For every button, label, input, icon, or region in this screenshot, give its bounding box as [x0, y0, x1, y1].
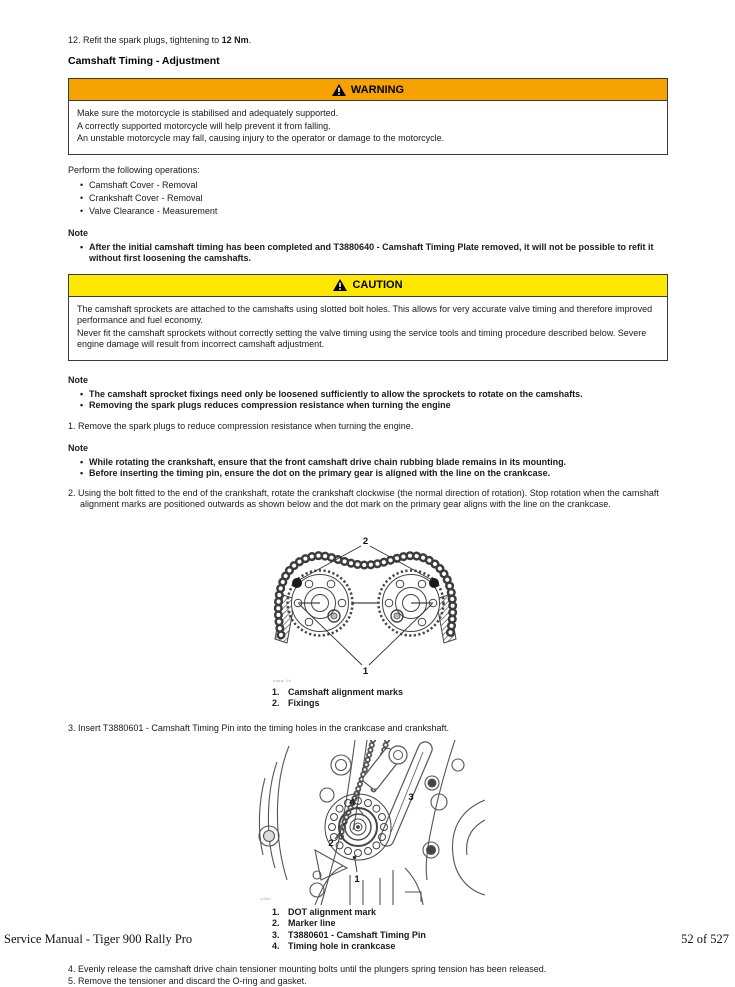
camshaft-sprockets-figure [273, 533, 458, 683]
figure2-code: cfwh [261, 895, 272, 901]
caution-body [69, 297, 667, 360]
manual-page-content [68, 34, 668, 987]
note2-item-2: • Removing the spark plugs reduces compression resistance when turning the engine [80, 400, 668, 412]
step-4-number: 4. [68, 963, 76, 974]
perform-intro: Perform the following operations: [68, 164, 200, 175]
note1-label: Note [68, 227, 88, 238]
caution-box [68, 274, 668, 361]
note2-item-1: • The camshaft sprocket fixings need only be loosened sufficiently to allow the sprockets to rotate on the camshafts. [80, 389, 668, 401]
step-12-text: Refit the spark plugs, tightening to [80, 35, 222, 45]
callout-3-timing-pin: 3 [408, 791, 414, 803]
timing-pin-diagram [255, 740, 485, 905]
warning-header [69, 79, 667, 101]
callout-1-dot-mark: 1 [354, 873, 360, 885]
legend-row [272, 930, 668, 942]
warning-text-2: A correctly supported motorcycle will help prevent it from falling. [77, 120, 331, 131]
legend-row [272, 687, 668, 699]
crankcase-outline [259, 740, 485, 905]
callout-2-marker-line: 2 [328, 837, 334, 849]
step-1-text: Remove the spark plugs to reduce compression resistance when turning the engine. [75, 420, 414, 431]
operations-list [68, 179, 668, 218]
legend-row [272, 918, 668, 930]
camshaft-sprockets-diagram [273, 533, 458, 675]
operation-item-crankshaft-cover: • Crankshaft Cover - Removal [80, 192, 668, 205]
legend-text: Camshaft alignment marks [288, 686, 404, 697]
caution-header [69, 275, 667, 297]
warning-box [68, 78, 668, 155]
step-12-torque-value: 12 Nm [221, 35, 249, 45]
caution-text-1: The camshaft sprockets are attached to the camshafts using slotted bolt holes. This allows for very accurate valve timing and therefore improved performance and fuel economy. [77, 303, 653, 325]
figure1-code: cqsw 1d [273, 677, 292, 683]
legend-num: 1. [272, 686, 280, 697]
figure1-legend [272, 687, 668, 710]
step-1 [68, 420, 668, 432]
dot-alignment-mark [353, 855, 357, 859]
footer-page-number: 52 of 527 [681, 932, 729, 946]
step-12: 12. Refit the spark plugs, tightening to 12 Nm. [68, 35, 252, 45]
warning-text-3: An unstable motorcycle may fall, causing injury to the operator or damage to the motorcycle. [77, 133, 445, 143]
legend-row [272, 698, 668, 710]
legend-num: 4. [272, 941, 280, 951]
caution-label: CAUTION [352, 279, 403, 291]
legend-text: DOT alignment mark [288, 906, 377, 917]
note3-item-1: • While rotating the crankshaft, ensure that the front camshaft drive chain rubbing blade remains in its mounting. [80, 457, 668, 469]
step-4-text: Evenly release the camshaft drive chain tensioner mounting bolts until the plungers spring tension has been released. [75, 963, 547, 974]
note3-list [68, 457, 668, 480]
caution-text-2: Never fit the camshaft sprockets without correctly setting the valve timing using the service tools and timing procedure described below. Severe engine damage will result from incorrect camshaft adjustment. [77, 327, 647, 349]
step-5-number: 5. [68, 975, 76, 986]
legend-text: T3880601 - Camshaft Timing Pin [288, 929, 426, 940]
footer-manual-title: Service Manual - Tiger 900 Rally Pro [4, 932, 193, 946]
caution-triangle-icon [333, 279, 347, 291]
step-4 [68, 963, 668, 975]
note3-label: Note [68, 442, 88, 453]
legend-num: 2. [272, 698, 280, 708]
warning-text-1: Make sure the motorcycle is stabilised and adequately supported. [77, 108, 339, 118]
legend-row [272, 907, 668, 919]
warning-body [69, 101, 667, 154]
legend-num: 1. [272, 906, 280, 917]
legend-text: Timing hole in crankcase [288, 941, 396, 951]
callout-2-fixings: 2 [362, 535, 369, 547]
warning-triangle-icon [332, 84, 346, 96]
note2-list [68, 389, 668, 412]
legend-num: 3. [272, 929, 280, 940]
step-2-number: 2. [68, 487, 76, 498]
figure2-legend [272, 907, 668, 953]
note3-item-2: • Before inserting the timing pin, ensure the dot on the primary gear is aligned with the line on the crankcase. [80, 468, 668, 480]
operation-item-camshaft-cover: • Camshaft Cover - Removal [80, 179, 668, 192]
step-2-text: Using the bolt fitted to the end of the crankshaft, rotate the crankshaft clockwise (the normal direction of rotation). Stop rotation when the camshaft alignment marks are positioned outwards as shown below and the dot mark on the primary gear aligns with the line on the crankcase. [75, 487, 659, 509]
step-5-text: Remove the tensioner and discard the O-ring and gasket. [75, 975, 307, 986]
step-1-number: 1. [68, 420, 76, 431]
step-3-text: Insert T3880601 - Camshaft Timing Pin into the timing holes in the crankcase and crankshaft. [75, 722, 450, 733]
warning-label: WARNING [350, 83, 405, 96]
step-3 [68, 722, 668, 734]
legend-num: 2. [272, 918, 280, 928]
note1-list [68, 242, 668, 265]
note2-label: Note [68, 374, 88, 385]
callout-4-timing-hole: 4 [349, 796, 355, 808]
step-5 [68, 975, 668, 987]
operation-item-valve-clearance: • Valve Clearance - Measurement [80, 205, 668, 218]
timing-pin-figure [255, 740, 485, 905]
legend-text: Marker line [288, 918, 336, 928]
callout-1-alignment-marks: 1 [362, 665, 369, 675]
legend-text: Fixings [288, 698, 320, 708]
step-3-number: 3. [68, 722, 76, 733]
note1-item: • After the initial camshaft timing has been completed and T3880640 - Camshaft Timing Plate removed, it will not be possible to refit it without first loosening the camshafts. [80, 242, 668, 265]
step-2 [68, 488, 668, 511]
section-heading: Camshaft Timing - Adjustment [68, 55, 220, 67]
step-12-number: 12. [68, 35, 81, 45]
